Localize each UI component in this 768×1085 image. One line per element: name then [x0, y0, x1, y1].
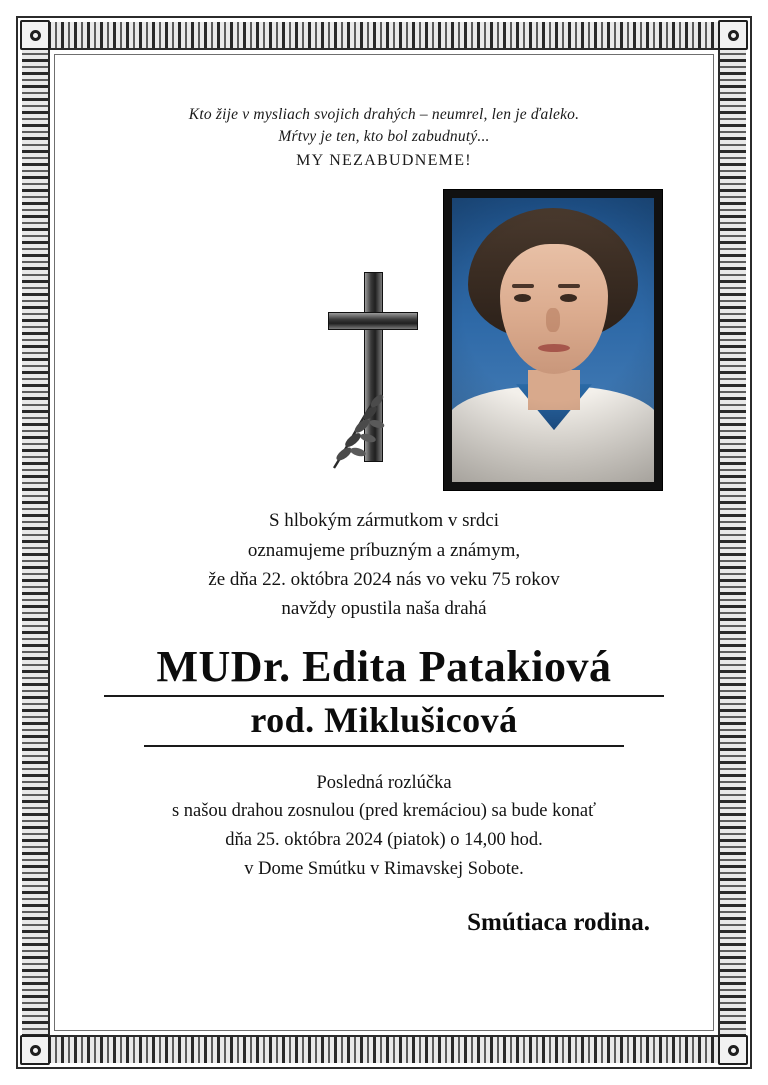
- announcement-line-1: S hlbokým zármutkom v srdci: [268, 510, 500, 532]
- farewell-line-3: dňa 25. októbra 2024 (piatok) o 14,00 hod.: [225, 829, 543, 850]
- announcement-line-2: oznamujeme príbuzným a známym,: [247, 539, 521, 561]
- corner-ornament-bottom-right: [718, 1035, 748, 1065]
- announcement-line-3: že dňa 22. októbra 2024 nás vo veku 75 rokov: [208, 569, 560, 590]
- announcement-text: [84, 506, 684, 624]
- verse-line-3: MY NEZABUDNEME!: [296, 151, 472, 169]
- farewell-line-2: s našou drahou zosnulou (pred kremáciou) sa bude konať: [171, 801, 597, 822]
- deceased-name: MUDr. Edita Patakiová: [156, 641, 612, 691]
- farewell-details: [84, 769, 684, 884]
- signature-text: Smútiaca rodina.: [467, 909, 650, 937]
- deceased-name-block: [84, 642, 684, 747]
- imagery-row: [84, 190, 684, 500]
- border-band-top: [22, 22, 746, 48]
- farewell-line-1: Posledná rozlúčka: [316, 772, 452, 793]
- border-band-left: [22, 22, 48, 1063]
- name-underline: [104, 695, 664, 697]
- corner-ornament-top-right: [718, 20, 748, 50]
- verse-line-1: Kto žije v mysliach svojich drahých – neumrel, len je ďaleko.: [188, 106, 580, 123]
- maiden-name-underline: [144, 745, 624, 747]
- border-band-bottom: [22, 1037, 746, 1063]
- farewell-line-4: v Dome Smútku v Rimavskej Sobote.: [244, 858, 524, 879]
- announcement-line-4: navždy opustila naša drahá: [281, 598, 487, 620]
- memorial-verse: [84, 104, 684, 172]
- olive-branch-icon: [328, 368, 406, 472]
- border-band-right: [720, 22, 746, 1063]
- corner-ornament-top-left: [20, 20, 50, 50]
- portrait-frame: [444, 190, 662, 490]
- verse-line-2: Mŕtvy je ten, kto bol zabudnutý...: [278, 128, 490, 146]
- portrait-photo: [452, 198, 654, 482]
- card-content: [60, 62, 708, 1023]
- corner-ornament-bottom-left: [20, 1035, 50, 1065]
- cross-horizontal-beam: [328, 312, 418, 330]
- cross-icon: [320, 272, 430, 472]
- deceased-maiden-name: rod. Miklušicová: [250, 700, 518, 741]
